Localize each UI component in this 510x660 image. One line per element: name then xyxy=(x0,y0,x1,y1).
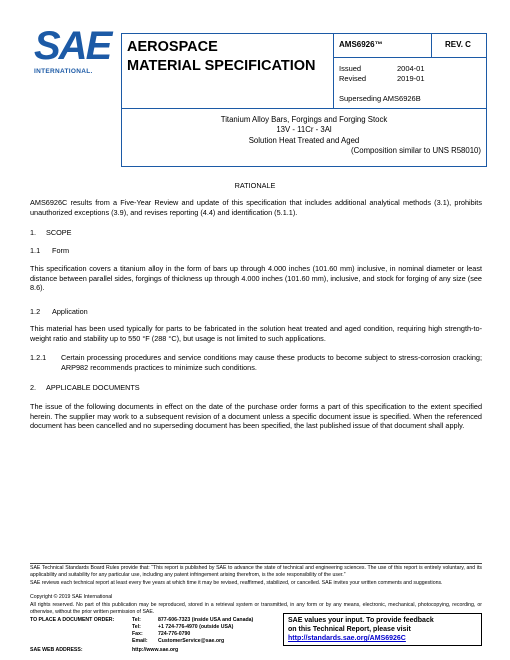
footer-review-text: SAE reviews each technical report at least every five years at which time it may be revised, reaffirmed, stabilized, or cancelled. SAE invites your written comments and suggestions. xyxy=(30,580,443,586)
document-type-title: AEROSPACE MATERIAL SPECIFICATION xyxy=(127,39,316,74)
feedback-text: SAE values your input. To provide feedback xyxy=(288,617,434,624)
application-text: This material has been used typically for parts to be fabricated in the solution heat treated and aged condition, requiring high strength-to-weight ratio and stability up to 550 °F (288 °C), but usage is not limited to such applications. xyxy=(30,324,482,343)
fax-value: 724-776-0790 xyxy=(158,631,191,637)
section-heading-application: Application xyxy=(52,307,88,316)
revised-date: 2019-01 xyxy=(397,74,425,83)
section-number: 1.2 xyxy=(30,307,41,316)
spec-composition: 13V - 11Cr - 3Al xyxy=(276,125,332,134)
superseding-note: Superseding AMS6926B xyxy=(339,94,421,103)
web-link[interactable]: http://www.sae.org xyxy=(132,647,179,653)
footer-rights-text: All rights reserved. No part of this publication may be reproduced, stored in a retrieval system or transmitted, in any form or by any means, electronic, mechanical, photocopying, recording, or otherwise, without the prior written permission of SAE. xyxy=(30,602,482,615)
footer-copyright: Copyright © 2019 SAE International xyxy=(30,594,113,600)
header-divider xyxy=(333,33,334,109)
header-divider xyxy=(431,33,432,57)
tel2-value: +1 724-776-4970 (outside USA) xyxy=(158,624,234,630)
tel2-label: Tel: xyxy=(132,624,141,630)
section-heading-scope: SCOPE xyxy=(46,228,72,237)
footer-rules-text: SAE Technical Standards Board Rules provide that: “This report is published by SAE to advance the state of technical and engineering sciences. The use of this report is entirely voluntary, and its applicability and suitability for any particular use, including any patent infringement arising therefrom, is the sole responsibility of the user.” xyxy=(30,565,482,578)
document-number: AMS6926™ xyxy=(339,40,383,49)
spec-title: Titanium Alloy Bars, Forgings and Forging Stock xyxy=(220,115,388,124)
sae-logo: SAE xyxy=(34,24,111,68)
rationale-heading: RATIONALE xyxy=(234,181,276,190)
footer-divider xyxy=(30,563,482,564)
tel-value: 877-606-7323 (inside USA and Canada) xyxy=(158,617,254,623)
section-heading-form: Form xyxy=(52,246,70,255)
revised-label: Revised xyxy=(339,74,367,83)
rationale-text: AMS6926C results from a Five-Year Review and update of this specification that includes additional analytical methods (3.1), prohibits unauthorized exceptions (3.9), and revises reporting (4.4) and identification (5.1.1). xyxy=(30,198,482,217)
form-text: This specification covers a titanium alloy in the form of bars up through 4.000 inches (101.60 mm) inclusive, in nominal diameter or least distance between parallel sides, forgings of thickness up through 4.000 inches (101.60 mm), inclusive, and stock for forging of any size (see 8.6). xyxy=(30,264,482,292)
email-label: Email: xyxy=(132,638,148,644)
applicable-documents-text: The issue of the following documents in effect on the date of the purchase order forms a part of this specification to the extent specified herein. The supplier may work to a subsequent revision of a document unless a specific document issue is specified. When the referenced document has been cancelled and no superseding document has been specified, the last published issue of that document shall apply. xyxy=(30,402,482,430)
sae-logo-text: INTERNATIONAL. xyxy=(34,68,93,75)
fax-label: Fax: xyxy=(132,631,143,637)
section-number: 2. xyxy=(30,383,37,392)
stress-corrosion-text: Certain processing procedures and service conditions may cause these products to become subject to stress-corrosion cracking; ARP982 recommends practices to minimize such conditions. xyxy=(61,353,482,372)
feedback-text: on this Technical Report, please visit xyxy=(288,626,411,633)
spec-uns: (Composition similar to UNS R58010) xyxy=(351,146,481,155)
web-label: SAE WEB ADDRESS: xyxy=(30,647,83,653)
tel-label: Tel: xyxy=(132,617,141,623)
section-number: 1.1 xyxy=(30,246,41,255)
issued-label: Issued xyxy=(339,64,362,73)
header-divider xyxy=(333,57,487,58)
order-label: TO PLACE A DOCUMENT ORDER: xyxy=(30,617,115,623)
section-heading-applicable-documents: APPLICABLE DOCUMENTS xyxy=(46,383,140,392)
revision-label: REV. C xyxy=(445,40,471,49)
feedback-link[interactable]: http://standards.sae.org/AMS6926C xyxy=(288,635,406,642)
section-number: 1.2.1 xyxy=(30,353,47,362)
section-number: 1. xyxy=(30,228,37,237)
email-value[interactable]: CustomerService@sae.org xyxy=(158,638,225,644)
spec-condition: Solution Heat Treated and Aged xyxy=(248,136,360,145)
issued-date: 2004-01 xyxy=(397,64,425,73)
